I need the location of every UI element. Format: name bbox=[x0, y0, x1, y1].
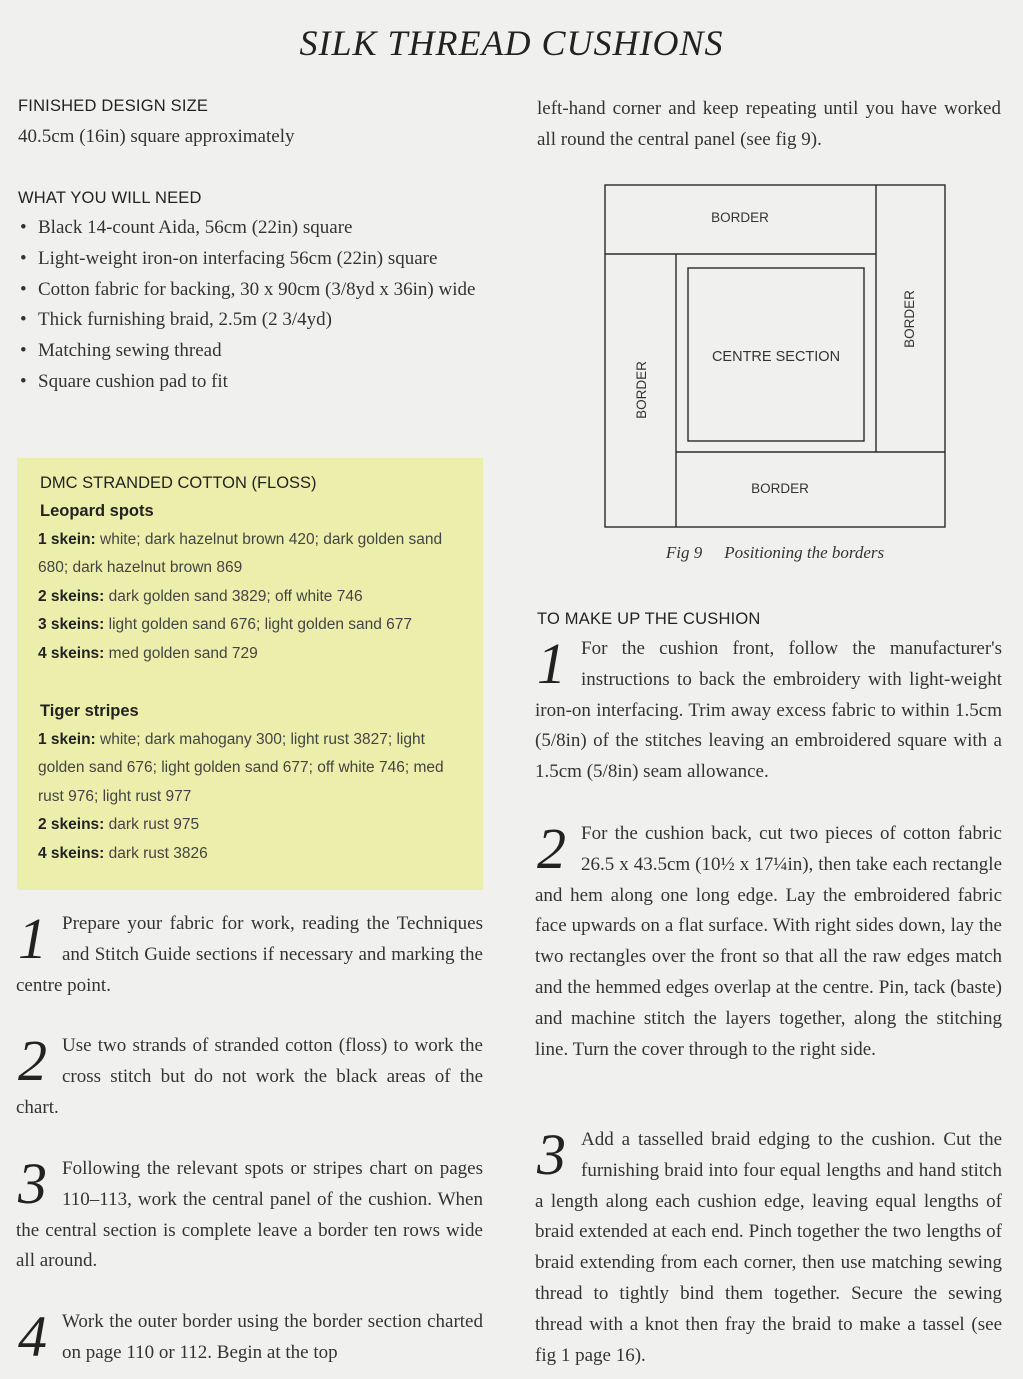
border-diagram bbox=[604, 184, 946, 528]
tiger-row: 4 skeins: dark rust 3826 bbox=[38, 844, 208, 862]
step-number: 3 bbox=[537, 1122, 566, 1187]
continuation-text: left-hand corner and keep repeating until you have worked all round the central panel (see fig 9). bbox=[537, 98, 1001, 150]
makeup-step-3 bbox=[535, 1122, 1002, 1371]
step-number: 1 bbox=[537, 631, 566, 696]
needs-item: • Square cushion pad to fit bbox=[18, 367, 488, 398]
finished-size-heading: FINISHED DESIGN SIZE bbox=[18, 97, 209, 115]
needs-list bbox=[18, 213, 488, 398]
leopard-row: 3 skeins: light golden sand 676; light golden sand 677 bbox=[38, 616, 413, 634]
needs-list-wrap bbox=[18, 213, 488, 398]
figure-caption bbox=[604, 543, 946, 563]
makeup-step-2 bbox=[535, 816, 1002, 1065]
tiger-title: Tiger stripes bbox=[40, 702, 139, 720]
page-title: SILK THREAD CUSHIONS bbox=[299, 23, 724, 63]
needs-item: • Light-weight iron-on interfacing 56cm (22in) square bbox=[18, 244, 488, 275]
step-number: 3 bbox=[18, 1151, 47, 1216]
makeup-step-1 bbox=[535, 631, 1002, 788]
step-number: 2 bbox=[18, 1028, 47, 1093]
left-step-2 bbox=[16, 1028, 483, 1123]
step-text: Add a tasselled braid edging to the cushion. Cut the furnishing braid into four equal lengths and hand stitch a length along each cushion edge, leaving equal lengths of braid extended at each end. Pinch together the two lengths of braid extending from each corner, then use matching sewing thread to tightly bind them together. Secure the sewing thread with a knot then fray the braid to make a tassel (see fig 1 page 16). bbox=[535, 1129, 1002, 1366]
dmc-heading: DMC STRANDED COTTON (FLOSS) bbox=[40, 474, 317, 492]
figure-caption-text: Positioning the borders bbox=[724, 543, 885, 562]
leopard-row: 2 skeins: dark golden sand 3829; off white 746 bbox=[38, 587, 363, 605]
leopard-row: 4 skeins: med golden sand 729 bbox=[38, 644, 258, 662]
needs-item: • Matching sewing thread bbox=[18, 336, 488, 367]
diagram-label-centre: CENTRE SECTION bbox=[711, 349, 841, 365]
leopard-title: Leopard spots bbox=[40, 502, 154, 520]
step-number: 2 bbox=[537, 816, 566, 881]
tiger-row: 2 skeins: dark rust 975 bbox=[38, 816, 200, 834]
step-text: For the cushion back, cut two pieces of cotton fabric 26.5 x 43.5cm (10½ x 17¼in), then take each rectangle and hem along one long edge. Lay the embroidered fabric face upwards on a flat surface. With right sides down, lay the two rectangles over the front so that all the raw edges match and the hemmed edges overlap at the centre. Pin, tack (baste) and machine stitch the layers together, along the stitching line. Turn the cover through to the right side. bbox=[535, 823, 1002, 1060]
tiger-list bbox=[38, 726, 468, 868]
leopard-list bbox=[38, 526, 468, 668]
left-step-1 bbox=[16, 906, 483, 1001]
step-text: Prepare your fabric for work, reading the Techniques and Stitch Guide sections if necessary and marking the centre point. bbox=[16, 913, 483, 996]
dmc-thread-box bbox=[17, 458, 483, 890]
figure-number: Fig 9 bbox=[665, 543, 703, 562]
left-step-4 bbox=[16, 1304, 483, 1369]
finished-size-text: 40.5cm (16in) square approximately bbox=[18, 126, 295, 147]
needs-item: • Thick furnishing braid, 2.5m (2 3/4yd) bbox=[18, 305, 488, 336]
step-number: 1 bbox=[18, 906, 47, 971]
step-number: 4 bbox=[18, 1304, 47, 1369]
step-text: Following the relevant spots or stripes chart on pages 110–113, work the central panel of the cushion. When the central section is complete leave a border ten rows wide all around. bbox=[16, 1158, 483, 1272]
needs-heading: WHAT YOU WILL NEED bbox=[18, 189, 202, 207]
makeup-heading: TO MAKE UP THE CUSHION bbox=[537, 610, 761, 628]
step-text: For the cushion front, follow the manufacturer's instructions to back the embroidery with light-weight iron-on interfacing. Trim away excess fabric to within 1.5cm (5/8in) of the stitches leaving an embroidered square with a 1.5cm (5/8in) seam allowance. bbox=[535, 638, 1002, 783]
step-text: Use two strands of stranded cotton (floss) to work the cross stitch but do not work the black areas of the chart. bbox=[16, 1035, 483, 1118]
step-text: Work the outer border using the border section charted on page 110 or 112. Begin at the top bbox=[62, 1311, 483, 1363]
left-step-3 bbox=[16, 1151, 483, 1277]
needs-item: • Cotton fabric for backing, 30 x 90cm (3/8yd x 36in) wide bbox=[18, 275, 488, 306]
leopard-row: 1 skein: white; dark hazelnut brown 420; dark golden sand 680; dark hazelnut brown 869 bbox=[38, 531, 443, 577]
diagram-label-left: BORDER bbox=[634, 361, 649, 419]
diagram-label-right: BORDER bbox=[902, 290, 917, 348]
diagram-label-top: BORDER bbox=[711, 210, 769, 225]
diagram-label-bottom: BORDER bbox=[751, 481, 809, 496]
needs-item: • Black 14-count Aida, 56cm (22in) square bbox=[18, 213, 488, 244]
tiger-row: 1 skein: white; dark mahogany 300; light rust 3827; light golden sand 676; light golden sand 677; off white 746; med rust 976; light rust 977 bbox=[38, 731, 444, 805]
